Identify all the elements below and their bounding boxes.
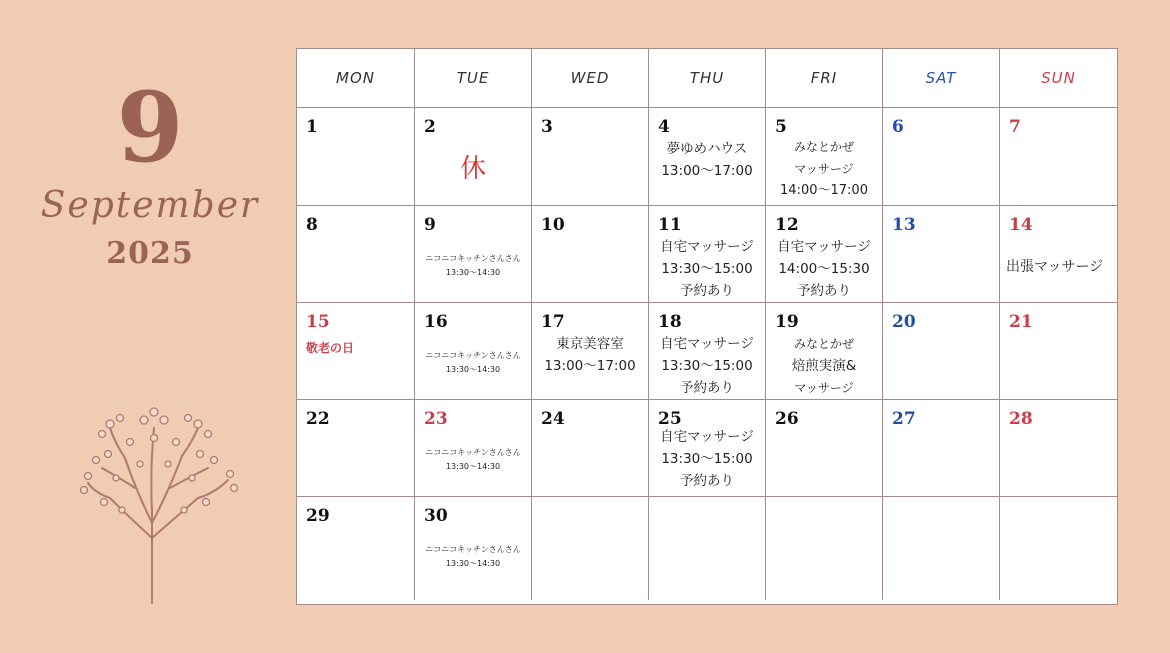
day-number: 18 <box>658 312 682 332</box>
day-number: 8 <box>306 215 318 235</box>
day-cell <box>415 206 532 303</box>
day-number: 4 <box>658 117 670 137</box>
day-number: 22 <box>306 409 330 429</box>
event: ニコニコキッチンさんさん 13:30〜14:30 <box>425 351 521 374</box>
day-number: 5 <box>775 117 787 137</box>
day-number: 16 <box>424 312 448 332</box>
header-fri: FRI <box>766 49 883 108</box>
day-cell <box>297 108 415 206</box>
day-number: 14 <box>1009 215 1033 235</box>
empty-cell <box>766 497 883 600</box>
event: みなとかぜ 焙煎実演& マッサージ <box>791 337 857 395</box>
calendar <box>296 48 1118 605</box>
day-number: 20 <box>892 312 916 332</box>
day-cell <box>766 108 883 206</box>
day-number: 15 <box>306 312 330 332</box>
header-sun: SUN <box>1000 49 1117 108</box>
header-tue: TUE <box>415 49 532 108</box>
day-number: 9 <box>424 215 436 235</box>
day-number: 13 <box>892 215 916 235</box>
day-cell <box>532 303 649 400</box>
closed-mark: 休 <box>459 154 486 184</box>
day-cell <box>883 303 1000 400</box>
event: 自宅マッサージ 13:30〜15:00 予約あり <box>660 239 754 299</box>
day-cell <box>883 108 1000 206</box>
day-cell <box>297 400 415 497</box>
day-cell <box>766 303 883 400</box>
calendar-grid <box>297 49 1117 604</box>
day-number: 11 <box>658 215 682 235</box>
holiday-label: 敬老の日 <box>306 341 355 355</box>
year: 2025 <box>106 236 194 271</box>
day-number: 27 <box>892 409 916 429</box>
day-number: 30 <box>424 506 448 526</box>
day-cell <box>883 400 1000 497</box>
day-cell <box>766 400 883 497</box>
day-number: 29 <box>306 506 330 526</box>
day-cell <box>415 303 532 400</box>
day-cell <box>532 206 649 303</box>
day-number: 24 <box>541 409 565 429</box>
day-number: 7 <box>1009 117 1021 137</box>
day-cell <box>883 206 1000 303</box>
day-number: 17 <box>541 312 565 332</box>
empty-cell <box>1000 497 1117 600</box>
event: ニコニコキッチンさんさん 13:30〜14:30 <box>425 545 521 568</box>
header-wed: WED <box>532 49 649 108</box>
event: 自宅マッサージ 13:30〜15:00 予約あり <box>660 336 754 396</box>
empty-cell <box>883 497 1000 600</box>
day-number: 26 <box>775 409 799 429</box>
day-cell <box>415 108 532 206</box>
event: ニコニコキッチンさんさん 13:30〜14:30 <box>425 448 521 471</box>
event: ニコニコキッチンさんさん 13:30〜14:30 <box>425 254 521 277</box>
month-number: 9 <box>116 71 184 184</box>
day-cell <box>1000 400 1117 497</box>
day-cell <box>1000 108 1117 206</box>
day-number: 6 <box>892 117 904 137</box>
tree-illustration <box>80 398 240 608</box>
day-number: 28 <box>1009 409 1033 429</box>
day-number: 2 <box>424 117 436 137</box>
event: 出張マッサージ <box>1006 259 1104 275</box>
day-number: 19 <box>775 312 799 332</box>
day-cell <box>1000 206 1117 303</box>
month-name: September <box>40 185 260 226</box>
event: みなとかぜ マッサージ 14:00〜17:00 <box>780 140 868 198</box>
event: 自宅マッサージ 13:30〜15:00 予約あり <box>660 429 754 489</box>
day-cell <box>415 497 532 600</box>
day-number: 3 <box>541 117 553 137</box>
day-number: 21 <box>1009 312 1033 332</box>
header-thu: THU <box>649 49 766 108</box>
day-cell <box>297 497 415 600</box>
day-number: 25 <box>658 409 682 429</box>
day-cell <box>297 206 415 303</box>
day-cell <box>532 400 649 497</box>
day-cell <box>532 108 649 206</box>
day-number: 12 <box>775 215 799 235</box>
event: 夢ゆめハウス 13:00〜17:00 <box>661 141 753 179</box>
day-number: 23 <box>424 409 448 429</box>
event: 東京美容室 13:00〜17:00 <box>544 336 636 374</box>
event: 自宅マッサージ 14:00〜15:30 予約あり <box>777 239 871 299</box>
day-cell <box>649 206 766 303</box>
day-cell <box>766 206 883 303</box>
day-cell <box>649 108 766 206</box>
day-cell <box>1000 303 1117 400</box>
empty-cell <box>532 497 649 600</box>
day-cell <box>297 303 415 400</box>
header-mon: MON <box>297 49 415 108</box>
day-number: 10 <box>541 215 565 235</box>
day-number: 1 <box>306 117 318 137</box>
side-panel <box>0 0 300 653</box>
day-cell <box>415 400 532 497</box>
day-cell <box>649 400 766 497</box>
empty-cell <box>649 497 766 600</box>
header-sat: SAT <box>883 49 1000 108</box>
day-cell <box>649 303 766 400</box>
